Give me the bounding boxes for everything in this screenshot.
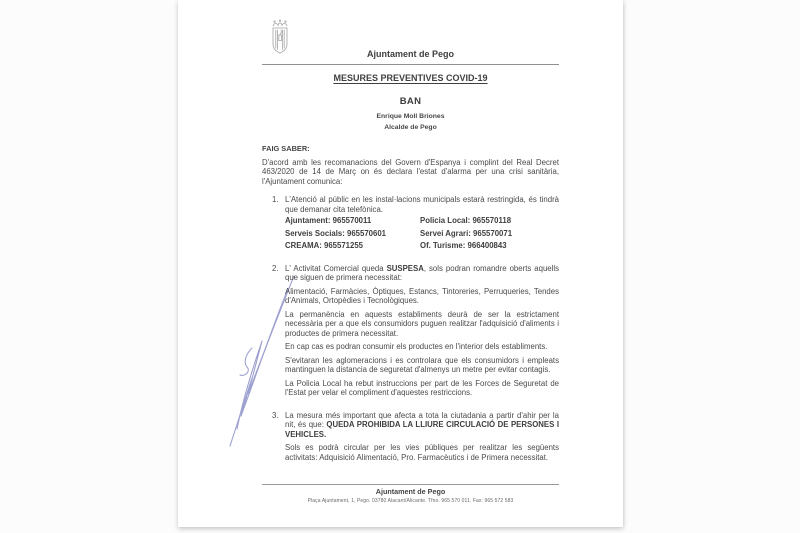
item-2-paragraph-essentials: Alimentació, Farmàcies, Òptiques, Estancs, Tintoreries, Perruqueries, Tendes d'Animals, Ortopèdies i Tecnològiques. [285, 286, 559, 305]
footer-address: Plaça Ajuntament, 1, Pego. 03780 Alacant/Alicante. Tfno. 965 570 011. Fax: 965 572 583 [307, 498, 514, 504]
item-3-lead: La mesura més important que afecta a tota la ciutadania a partir d'ahir per la nit, és que: QUEDA PROHIBIDA LA LLIURE CIRCULACIÓ DE PERSONES I VEHICLES. [285, 410, 559, 439]
item-2-paragraph-police: La Policia Local ha rebut instruccions per part de les Forces de Seguretat de l'Estat per velar el compliment d'aquestes restriccions. [285, 378, 559, 397]
page-footer [262, 484, 559, 504]
emphasis-suspesa: SUSPESA [386, 263, 424, 273]
header-divider [262, 64, 559, 65]
contact-creama: CREAMA: 965571255 [285, 241, 364, 250]
contacts-table [285, 217, 559, 251]
ban-heading: BAN [399, 96, 422, 107]
author-name: Enrique Moll Briones [376, 113, 445, 120]
contact-ajuntament: Ajuntament: 965570011 [285, 216, 372, 225]
list-item-3 [272, 411, 559, 463]
header-org-name: Ajuntament de Pego [366, 49, 454, 59]
item-3-number: 3. [272, 410, 279, 420]
item-2-paragraph-permanence: La permanència en aquests establiments deurà de ser la estrictament necessària per a que els consumidors puguen realitzar l'adquisició d'aliments i productes de primera necessitat. [285, 309, 559, 338]
item-2-number: 2. [272, 263, 279, 273]
author-role: Alcalde de Pego [384, 124, 437, 131]
item-2-paragraph-no-consumption: En cap cas es podran consumir els productes en l'interior dels establiments. [285, 342, 548, 351]
item-2-lead: L' Activitat Comercial queda SUSPESA, sols podran romandre oberts aquells que siguen de primera necessitat: [285, 263, 559, 282]
item-2-paragraph-distance: S'evitaran les aglomeracions i es controlara que els consumidors i empleats mantinguen la distancia de seguretat d'almenys un metre per evitar contagis. [285, 355, 559, 374]
intro-paragraph: D'acord amb les recomanacions del Govern d'Espanya i complint del Real Decret 463/2020 de 14 de Març on és declara l'estat d'alarma per una crisi sanitària, l'Ajuntament comunica: [262, 157, 559, 186]
numbered-list [272, 195, 559, 462]
document-title: MESURES PREVENTIVES COVID-19 [333, 73, 488, 83]
emphasis-circulation-ban: QUEDA PROHIBIDA LA LLIURE CIRCULACIÓ DE PERSONES I VEHICLES. [285, 420, 559, 439]
scanned-document-page [178, 0, 623, 527]
contact-serveis-socials: Serveis Socials: 965570601 [285, 228, 387, 238]
contact-policia-local: Policia Local: 965570118 [420, 216, 512, 225]
contact-servei-agrari: Servei Agrari: 965570071 [420, 228, 513, 238]
footer-divider [262, 484, 559, 485]
item-1-number: 1. [272, 195, 279, 204]
item-1-text: L'Atenció al públic en les instal·lacions municipals estarà restringida, és tindrà que demanar cita telefònica. [285, 195, 559, 214]
salutation: FAIG SABER: [262, 144, 310, 153]
item-3-paragraph-allowed-activities: Sols es podrà circular per les vies públiques per realitzar les següents activitats: Adquisició Alimentació, Pro. Farmacèutics i de Primera necessitat. [285, 443, 559, 462]
footer-org-name: Ajuntament de Pego [375, 487, 446, 496]
list-item-1 [272, 195, 559, 251]
list-item-2 [272, 264, 559, 398]
contact-of-turisme: Of. Turisme: 966400843 [420, 241, 507, 250]
